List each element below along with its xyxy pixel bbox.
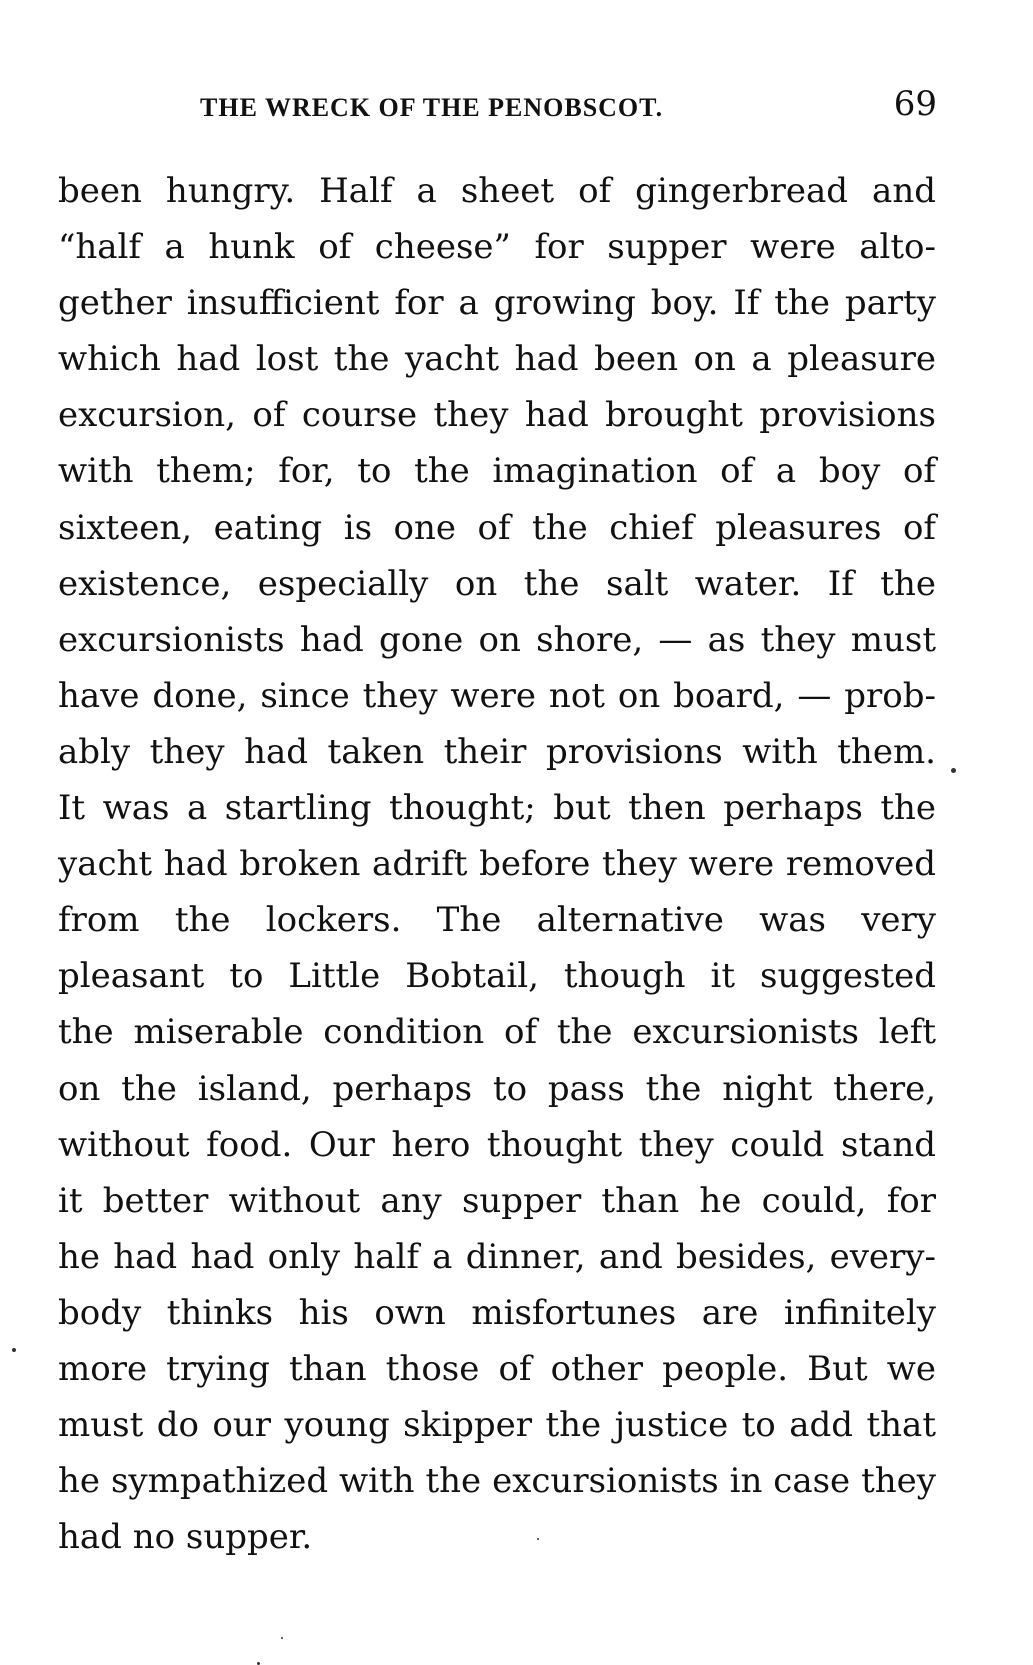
scan-speck bbox=[281, 1637, 283, 1639]
text-line: he had had only half a dinner, and besides, every- bbox=[58, 1236, 936, 1277]
text-line: excursionists had gone on shore, — as they must bbox=[58, 619, 936, 660]
text-line: with them; for, to the imagination of a boy of bbox=[58, 451, 936, 492]
text-line: he sympathized with the excursionists in case they bbox=[58, 1461, 936, 1502]
text-line: pleasant to Little Bobtail, though it suggested bbox=[58, 956, 936, 997]
text-line: more trying than those of other people. But we bbox=[58, 1348, 936, 1389]
text-line: sixteen, eating is one of the chief pleasures of bbox=[58, 507, 936, 548]
text-line: gether insufficient for a growing boy. If the party bbox=[58, 283, 936, 324]
text-line: had no supper. bbox=[58, 1517, 313, 1558]
text-line: on the island, perhaps to pass the night there, bbox=[58, 1068, 936, 1109]
text-line: which had lost the yacht had been on a pleasure bbox=[58, 339, 936, 380]
text-line: without food. Our hero thought they could stand bbox=[58, 1124, 936, 1165]
body-text bbox=[58, 166, 936, 1568]
text-line: It was a startling thought; but then perhaps the bbox=[58, 788, 936, 829]
page-number: 69 bbox=[893, 84, 937, 124]
scan-speck bbox=[537, 1538, 539, 1540]
text-line: it better without any supper than he could, for bbox=[58, 1180, 936, 1221]
text-line: ably they had taken their provisions with them. bbox=[58, 731, 936, 772]
text-line: yacht had broken adrift before they were removed bbox=[58, 844, 936, 885]
text-line: must do our young skipper the justice to add that bbox=[58, 1405, 936, 1446]
scan-speck bbox=[951, 768, 956, 773]
text-line: “half a hunk of cheese” for supper were alto- bbox=[58, 227, 936, 268]
text-line: have done, since they were not on board, — prob- bbox=[58, 675, 936, 716]
text-line: excursion, of course they had brought provisions bbox=[58, 395, 936, 436]
text-line: been hungry. Half a sheet of gingerbread and bbox=[58, 171, 936, 211]
text-line: from the lockers. The alternative was very bbox=[58, 900, 936, 941]
scan-speck bbox=[12, 1348, 16, 1352]
text-line: body thinks his own misfortunes are infinitely bbox=[58, 1292, 936, 1333]
text-line: the miserable condition of the excursionists left bbox=[58, 1012, 936, 1053]
running-header bbox=[58, 86, 937, 130]
running-title: THE WRECK OF THE PENOBSCOT. bbox=[200, 93, 664, 122]
text-line: existence, especially on the salt water. If the bbox=[58, 563, 936, 604]
